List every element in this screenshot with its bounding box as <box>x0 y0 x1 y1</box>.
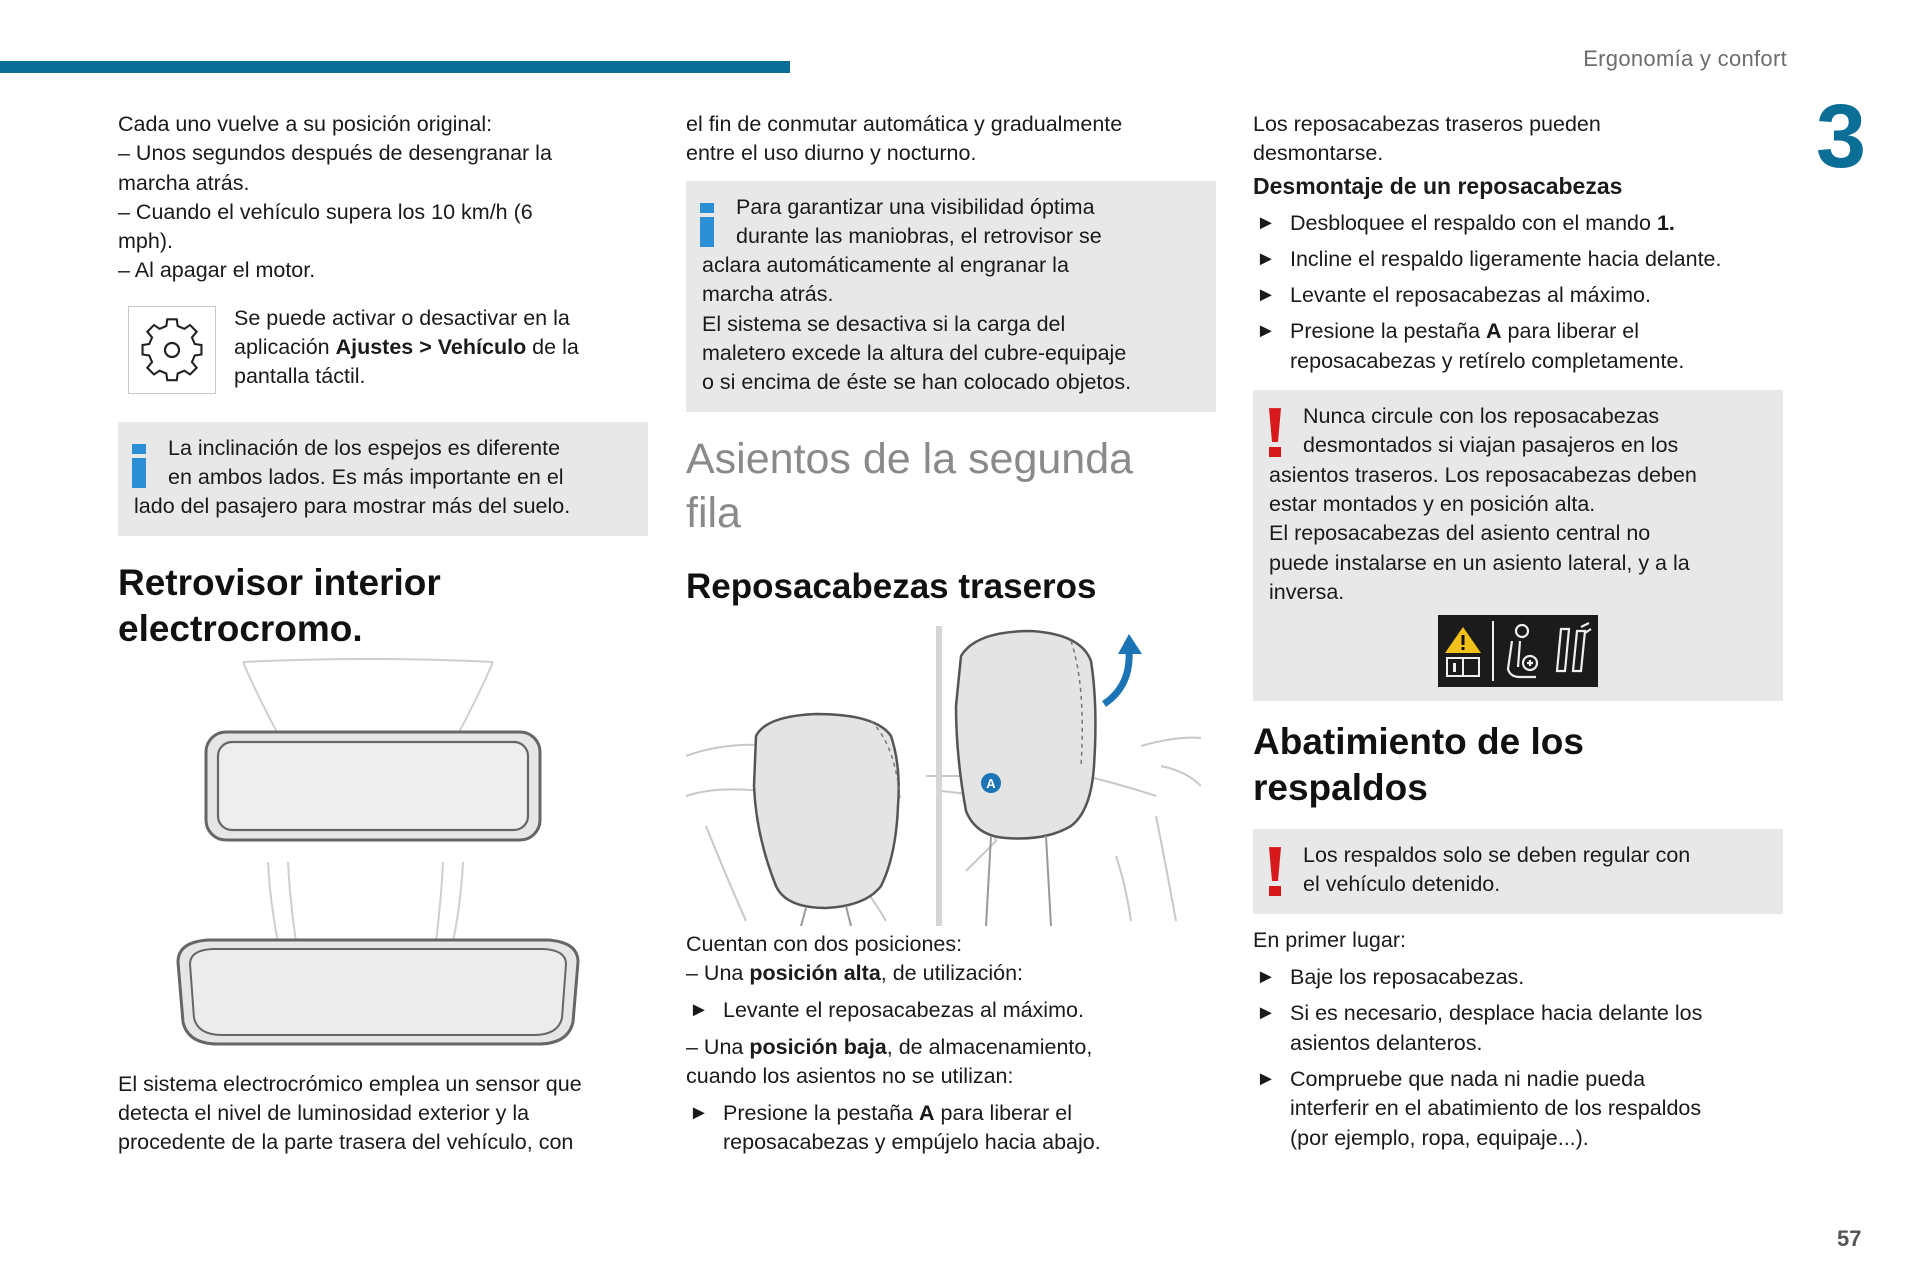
intro-line: el fin de conmutar automática y gradualmente <box>686 112 1123 136</box>
intro-line: mph). <box>118 229 173 254</box>
first-label: En primer lugar: <box>1253 927 1406 952</box>
bullet-arrow-icon: ► <box>1256 966 1276 989</box>
body-line: cuando los asientos no se utilizan: <box>686 1063 1014 1088</box>
text-span: Levante el reposacabezas al máximo. <box>723 998 1084 1023</box>
text-span: de la <box>526 335 579 360</box>
column-left <box>118 110 648 1158</box>
column-right <box>1253 110 1783 1153</box>
intro-line: marcha atrás. <box>118 170 250 195</box>
warning-manual-icon <box>1441 623 1485 679</box>
bullet-item <box>1253 963 1783 992</box>
text-span: Desbloquee el respaldo con el mando <box>1290 210 1657 235</box>
bullet-line: asientos delanteros. <box>1290 1030 1483 1055</box>
bullet-arrow-icon: ► <box>1256 247 1276 270</box>
warning-icon <box>1267 408 1283 458</box>
intro-line: desmontarse. <box>1253 141 1384 166</box>
info-icon <box>132 444 146 488</box>
settings-note-text <box>234 304 644 392</box>
bullet-item <box>1253 317 1783 376</box>
heading-line: Asientos de la segunda <box>686 434 1134 483</box>
bullet-line <box>723 1099 1216 1128</box>
info-line: lado del pasajero para mostrar más del suelo. <box>134 494 571 519</box>
text-span: , de almacenamiento, <box>886 1034 1093 1059</box>
bold-span: posición alta <box>749 960 881 985</box>
warning-line: el vehículo detenido. <box>1303 872 1501 897</box>
bullet-arrow-icon: ► <box>689 999 709 1022</box>
bullet-arrow-icon: ► <box>1256 284 1276 307</box>
removal-heading: Desmontaje de un reposacabezas <box>1253 172 1623 199</box>
bullet-line: reposacabezas y retírelo completamente. <box>1290 348 1685 373</box>
heading-line: Abatimiento de los <box>1253 721 1584 763</box>
chapter-number: 3 <box>1816 87 1867 187</box>
bullet-arrow-icon: ► <box>1256 320 1276 343</box>
page-number: 57 <box>1837 1226 1862 1251</box>
bullet-line: Compruebe que nada ni nadie pueda <box>1290 1066 1646 1091</box>
bullet-arrow-icon: ► <box>1256 1002 1276 1025</box>
bullet-item <box>1253 999 1783 1058</box>
text-span: – Una <box>686 960 750 985</box>
info-line: La inclinación de los espejos es diferente <box>168 435 561 460</box>
heading-folding-backrests <box>1253 719 1783 811</box>
info-line: durante las maniobras, el retrovisor se <box>736 223 1102 248</box>
bullet-arrow-icon: ► <box>689 1102 709 1125</box>
intro-line: – Cuando el vehículo supera los 10 km/h (6 <box>118 199 533 224</box>
body-line: procedente de la parte trasera del vehículo, con <box>118 1130 574 1155</box>
intro-line: Los reposacabezas traseros pueden <box>1253 112 1601 136</box>
bullet-item <box>686 996 1216 1025</box>
heading-line: fila <box>686 488 741 537</box>
warning-line: Nunca circule con los reposacabezas <box>1303 404 1660 429</box>
heading-rearview-mirror <box>118 560 648 652</box>
column-middle <box>686 110 1216 1158</box>
warning-box-backrests <box>1253 829 1783 914</box>
warning-line: inversa. <box>1269 579 1345 604</box>
section-title: Ergonomía y confort <box>1583 46 1787 71</box>
text-span: – Una <box>686 1034 750 1059</box>
body-line: El sistema electrocrómico emplea un sensor que <box>118 1071 582 1096</box>
info-box-mirrors <box>118 422 648 536</box>
text-span: Presione la pestaña <box>723 1101 920 1126</box>
bullet-item <box>1253 245 1783 274</box>
headrest-illustration <box>686 626 1201 926</box>
seat-pictograms <box>1438 615 1598 687</box>
warning-line: asientos traseros. Los reposacabezas deben <box>1269 462 1697 487</box>
settings-note <box>118 304 648 400</box>
bullet-item <box>1253 281 1783 310</box>
subheading-rear-headrests: Reposacabezas traseros <box>686 566 1097 606</box>
body-line: detecta el nivel de luminosidad exterior y la <box>118 1100 530 1125</box>
seat-fold-icon <box>1551 621 1595 681</box>
heading-line: Retrovisor interior <box>118 561 441 603</box>
intro-line: – Al apagar el motor. <box>118 258 316 283</box>
info-line: aclara automáticamente al engranar la <box>702 253 1069 278</box>
warning-line: estar montados y en posición alta. <box>1269 491 1596 516</box>
body-line <box>686 1033 1216 1062</box>
warning-line: desmontados si viajan pasajeros en los <box>1303 433 1679 458</box>
warning-icon <box>1267 847 1283 897</box>
bullet-line <box>1290 317 1783 346</box>
info-box-visibility <box>686 181 1216 412</box>
body-line <box>686 959 1216 988</box>
info-line: en ambos lados. Es más importante en el <box>168 465 564 490</box>
settings-note-line: Se puede activar o desactivar en la <box>234 305 570 330</box>
seat-headrest-icon <box>1500 621 1544 681</box>
text-span: aplicación <box>234 335 336 360</box>
info-line: Para garantizar una visibilidad óptima <box>736 194 1095 219</box>
info-line: marcha atrás. <box>702 282 834 307</box>
bold-span: Ajustes <box>335 335 414 360</box>
text-span: Presione la pestaña <box>1290 319 1487 344</box>
body-line: Cuentan con dos posiciones: <box>686 931 963 956</box>
text-span: Baje los reposacabezas. <box>1290 965 1525 990</box>
top-accent-bar <box>0 61 790 73</box>
bold-span: A <box>919 1101 935 1126</box>
info-line: El sistema se desactiva si la carga del <box>702 311 1066 336</box>
warning-line: puede instalarse en un asiento lateral, y a la <box>1269 550 1690 575</box>
rearview-mirror-illustration <box>118 652 648 1070</box>
settings-note-line <box>234 333 644 362</box>
pictogram-divider <box>1492 621 1494 681</box>
text-span: para liberar el <box>934 1101 1072 1126</box>
bullet-arrow-icon: ► <box>1256 1067 1276 1090</box>
folding-steps <box>1253 963 1783 1153</box>
info-icon <box>700 203 714 247</box>
info-line: maletero excede la altura del cubre-equipaje <box>702 341 1127 366</box>
bold-span: 1. <box>1656 210 1675 235</box>
bullet-line: (por ejemplo, ropa, equipaje...). <box>1290 1125 1589 1150</box>
bullet-arrow-icon: ► <box>1256 211 1276 234</box>
bold-span: > <box>413 335 438 360</box>
bold-span: posición baja <box>749 1034 887 1059</box>
bullet-line: reposacabezas y empújelo hacia abajo. <box>723 1130 1101 1155</box>
bullet-line: interferir en el abatimiento de los respaldos <box>1290 1096 1702 1121</box>
intro-line: – Unos segundos después de desengranar la <box>118 141 552 166</box>
text-span: , de utilización: <box>880 960 1023 985</box>
text-span: Levante el reposacabezas al máximo. <box>1290 283 1651 308</box>
text-span: para liberar el <box>1501 319 1639 344</box>
warning-line: El reposacabezas del asiento central no <box>1269 521 1651 546</box>
bullet-line: Si es necesario, desplace hacia delante los <box>1290 1001 1703 1026</box>
bold-span: Vehículo <box>437 335 527 360</box>
warning-line: Los respaldos solo se deben regular con <box>1303 843 1691 868</box>
settings-note-line: pantalla táctil. <box>234 364 366 389</box>
section-heading-second-row <box>686 432 1216 540</box>
warning-box-headrests <box>1253 390 1783 701</box>
settings-gear-icon <box>128 306 216 394</box>
heading-line: electrocromo. <box>118 607 363 649</box>
intro-line: entre el uso diurno y nocturno. <box>686 141 977 166</box>
info-line: o si encima de éste se han colocado objetos. <box>702 370 1132 395</box>
bold-span: A <box>1486 319 1502 344</box>
heading-line: respaldos <box>1253 767 1428 809</box>
text-span: Incline el respaldo ligeramente hacia delante. <box>1290 246 1722 271</box>
bullet-item <box>686 1099 1216 1158</box>
intro-line: Cada uno vuelve a su posición original: <box>118 112 493 136</box>
bullet-item <box>1253 1065 1783 1153</box>
positions-text <box>686 930 1216 1158</box>
tab-a-label: A <box>986 775 996 791</box>
bullet-item <box>1253 209 1783 238</box>
electrochromic-body <box>118 1070 648 1158</box>
removal-steps <box>1253 209 1783 376</box>
